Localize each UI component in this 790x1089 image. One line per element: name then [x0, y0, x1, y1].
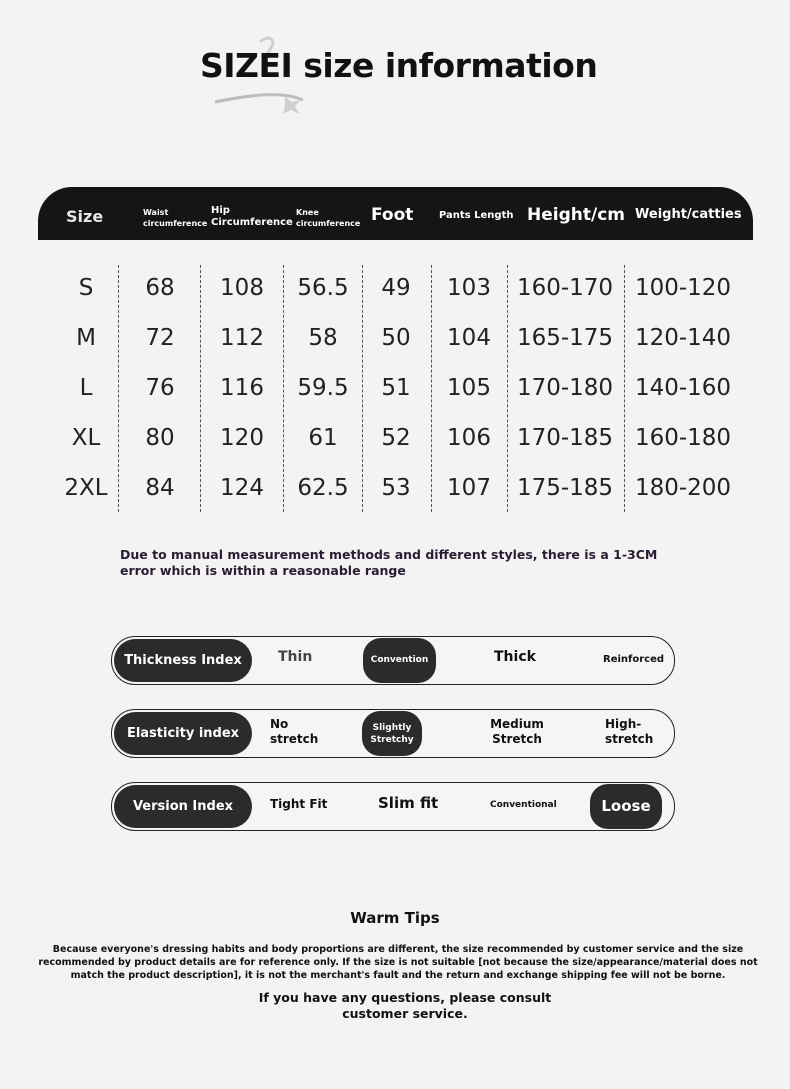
cell-knee: 56.5 — [297, 275, 349, 301]
header-foot: Foot — [371, 205, 414, 225]
thickness-option-thick: Thick — [494, 649, 536, 665]
version-option-conventional: Conventional — [490, 800, 557, 810]
warm-tips-contact: If you have any questions, please consult customer service. — [258, 990, 552, 1021]
header-hip: Hip Circumference — [211, 205, 293, 228]
thickness-option-reinforced: Reinforced — [603, 654, 665, 665]
cell-hip: 120 — [220, 425, 264, 451]
version-option-tight-fit: Tight Fit — [270, 797, 328, 811]
header-knee: Knee circumference — [296, 208, 361, 228]
cell-foot: 49 — [381, 275, 411, 301]
cell-weight: 180-200 — [634, 475, 732, 501]
cell-height: 160-170 — [516, 275, 614, 301]
elasticity-index-scale — [111, 709, 675, 758]
cell-foot: 51 — [381, 375, 411, 401]
cell-knee: 61 — [308, 425, 338, 451]
cell-weight: 140-160 — [634, 375, 732, 401]
thickness-index-label: Thickness Index — [114, 639, 252, 682]
elasticity-option-high-stretch: High-stretch — [605, 717, 654, 746]
cell-height: 170-180 — [516, 375, 614, 401]
page-title: SIZEI size information — [200, 46, 598, 85]
size-table-header — [38, 187, 753, 240]
warm-tips-title: Warm Tips — [350, 909, 440, 927]
cell-waist: 80 — [145, 425, 175, 451]
elasticity-option-medium-stretch: Medium Stretch — [490, 717, 544, 746]
measurement-note: Due to manual measurement methods and different styles, there is a 1-3CM error which is within a reasonable range — [120, 547, 658, 578]
version-index-label: Version Index — [114, 785, 252, 828]
header-waist: Waist circumference — [143, 208, 208, 228]
header-height: Height/cm — [527, 205, 625, 225]
cell-size: L — [79, 375, 93, 401]
cell-hip: 124 — [220, 475, 264, 501]
cell-size: M — [76, 325, 96, 351]
elasticity-index-label: Elasticity index — [114, 712, 252, 755]
column-divider — [507, 265, 508, 512]
cell-pants-length: 104 — [447, 325, 491, 351]
cell-foot: 50 — [381, 325, 411, 351]
cell-size: S — [78, 275, 94, 301]
column-divider — [362, 265, 363, 512]
thickness-index-scale — [111, 636, 675, 685]
column-divider — [624, 265, 625, 512]
thickness-option-convention-selected: Convention — [363, 638, 436, 683]
cell-hip: 116 — [220, 375, 264, 401]
cell-hip: 112 — [220, 325, 264, 351]
cell-waist: 68 — [145, 275, 175, 301]
version-option-slim-fit: Slim fit — [378, 794, 439, 812]
cell-waist: 76 — [145, 375, 175, 401]
cell-foot: 52 — [381, 425, 411, 451]
elasticity-option-slightly-stretchy-selected: Slightly Stretchy — [362, 711, 422, 756]
version-index-scale — [111, 782, 675, 831]
cell-height: 175-185 — [516, 475, 614, 501]
cell-pants-length: 105 — [447, 375, 491, 401]
header-pants-length: Pants Length — [439, 210, 514, 221]
cell-pants-length: 106 — [447, 425, 491, 451]
cell-foot: 53 — [381, 475, 411, 501]
cell-knee: 58 — [308, 325, 338, 351]
cell-weight: 120-140 — [634, 325, 732, 351]
cell-size: 2XL — [64, 475, 108, 501]
column-divider — [283, 265, 284, 512]
cell-pants-length: 103 — [447, 275, 491, 301]
elasticity-option-no-stretch: No stretch — [270, 717, 319, 746]
cell-height: 170-185 — [516, 425, 614, 451]
column-divider — [200, 265, 201, 512]
warm-tips-body: Because everyone's dressing habits and body proportions are different, the size recommended by customer service and the size recommended by product details are for reference only. If the size is not suitable [not because the size/appearance/material does not match the product description], it is not the merchant's fault and the return and exchange shipping fee will not be borne. — [38, 944, 758, 981]
cell-knee: 62.5 — [297, 475, 349, 501]
cell-knee: 59.5 — [297, 375, 349, 401]
cell-weight: 100-120 — [634, 275, 732, 301]
cell-hip: 108 — [220, 275, 264, 301]
cell-weight: 160-180 — [634, 425, 732, 451]
cell-size: XL — [71, 425, 101, 451]
cell-waist: 84 — [145, 475, 175, 501]
cell-pants-length: 107 — [447, 475, 491, 501]
header-weight: Weight/catties — [635, 207, 742, 222]
thickness-option-thin: Thin — [278, 649, 313, 665]
column-divider — [431, 265, 432, 512]
cell-height: 165-175 — [516, 325, 614, 351]
header-size: Size — [66, 207, 104, 226]
column-divider — [118, 265, 119, 512]
cell-waist: 72 — [145, 325, 175, 351]
version-option-loose-selected: Loose — [590, 784, 662, 829]
